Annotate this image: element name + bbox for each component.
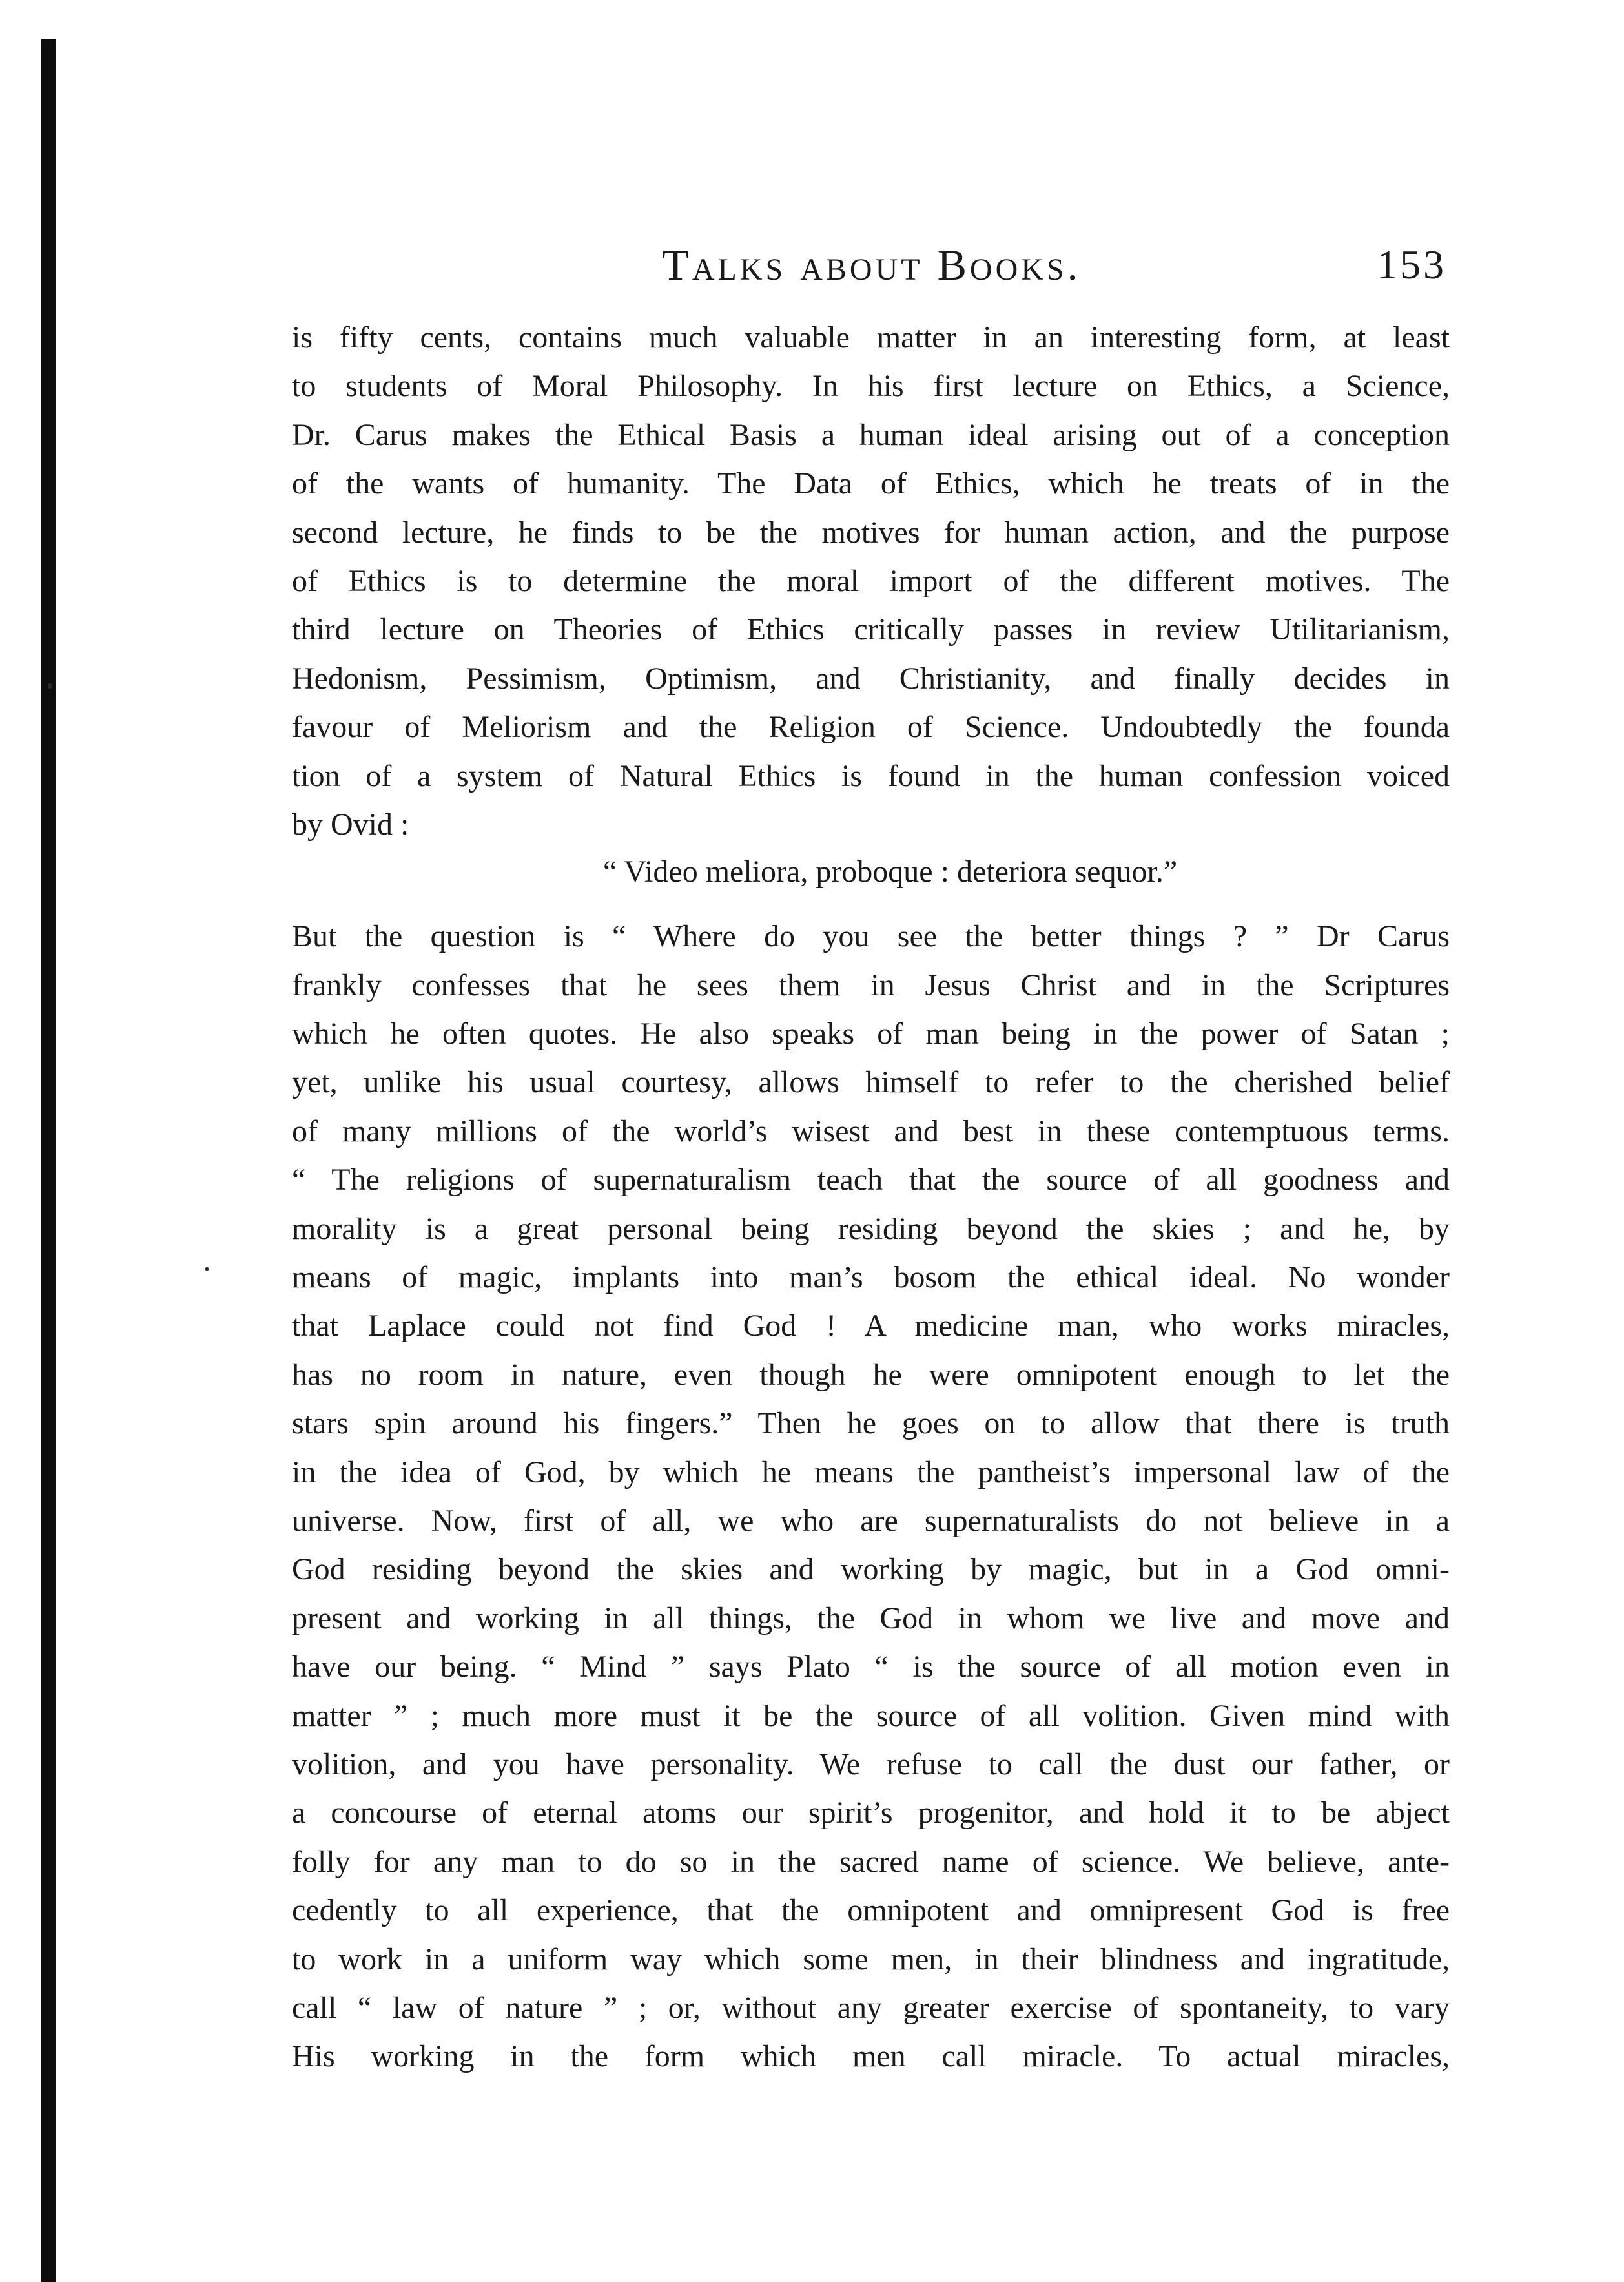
text-line: of the wants of humanity. The Data of Ethics, which he treats of in the [292,466,1450,501]
text-line: of Ethics is to determine the moral import of the different motives. The [292,563,1450,598]
text-line: yet, unlike his usual courtesy, allows himself to refer to the cherished belief [292,1065,1450,1100]
latin-quotation-block [292,849,1450,906]
paragraph-1 [292,313,1450,849]
text-line: present and working in all things, the God in whom we live and move and [292,1601,1450,1635]
text-line: morality is a great personal being residing beyond the skies ; and he, by [292,1211,1450,1246]
text-line: frankly confesses that he sees them in Jesus Christ and in the Scriptures [292,968,1450,1002]
text-line: cedently to all experience, that the omnipotent and omnipresent God is free [292,1893,1450,1928]
text-line: in the idea of God, by which he means the pantheist’s impersonal law of the [292,1455,1450,1489]
page-number: 153 [1377,242,1446,287]
text-line: have our being. “ Mind ” says Plato “ is the source of all motion even in [292,1650,1450,1685]
text-line: call “ law of nature ” ; or, without any greater exercise of spontaneity, to vary [292,1990,1450,2025]
text-line: which he often quotes. He also speaks of man being in the power of Satan ; [292,1017,1450,1052]
paragraph-2 [292,912,1450,2080]
text-line: matter ” ; much more must it be the source of all volition. Given mind with [292,1698,1450,1733]
text-line: a concourse of eternal atoms our spirit’s progenitor, and hold it to be abject [292,1796,1450,1831]
text-line: volition, and you have personality. We refuse to call the dust our father, or [292,1747,1450,1781]
text-line: means of magic, implants into man’s bosom the ethical ideal. No wonder [292,1260,1450,1295]
scan-speck [205,1267,209,1271]
text-line: Hedonism, Pessimism, Optimism, and Christianity, and finally decides in [292,661,1450,696]
page-header [297,233,1446,297]
latin-quotation: “ Video meliora, proboque : deteriora sequor.” [602,855,1178,889]
running-title: Talks about Books. [662,240,1082,289]
text-line: third lecture on Theories of Ethics critically passes in review Utilitarianism, [292,612,1450,647]
text-line: of many millions of the world’s wisest and best in these contemptuous terms. [292,1114,1450,1148]
scan-binding-edge [41,39,56,2282]
text-line: has no room in nature, even though he were omnipotent enough to let the [292,1357,1450,1392]
text-line: “ The religions of supernaturalism teach that the source of all goodness and [292,1163,1450,1198]
text-line: favour of Meliorism and the Religion of Science. Undoubtedly the founda [292,710,1450,745]
text-line: to students of Moral Philosophy. In his first lecture on Ethics, a Science, [292,369,1450,404]
text-line: tion of a system of Natural Ethics is found in the human confession voiced [292,758,1450,793]
paragraph-gap [292,906,1450,912]
page-body [292,313,1450,2081]
text-line: by Ovid : [292,807,409,842]
scan-speck [48,683,52,689]
text-line: second lecture, he finds to be the motives for human action, and the purpose [292,515,1450,550]
text-line: universe. Now, first of all, we who are supernaturalists do not believe in a [292,1503,1450,1538]
text-line: God residing beyond the skies and working by magic, but in a God omni- [292,1552,1450,1587]
text-line: that Laplace could not find God ! A medicine man, who works miracles, [292,1309,1450,1343]
text-line: But the question is “ Where do you see the better things ? ” Dr Carus [292,919,1450,954]
text-line: is fifty cents, contains much valuable matter in an interesting form, at least [292,320,1450,355]
text-line: to work in a uniform way which some men, in their blindness and ingratitude, [292,1942,1450,1976]
text-line: folly for any man to do so in the sacred name of science. We believe, ante- [292,1844,1450,1879]
text-line: Dr. Carus makes the Ethical Basis a human ideal arising out of a conception [292,417,1450,452]
text-line: stars spin around his fingers.” Then he goes on to allow that there is truth [292,1406,1450,1441]
text-line: His working in the form which men call miracle. To actual miracles, [292,2039,1450,2074]
